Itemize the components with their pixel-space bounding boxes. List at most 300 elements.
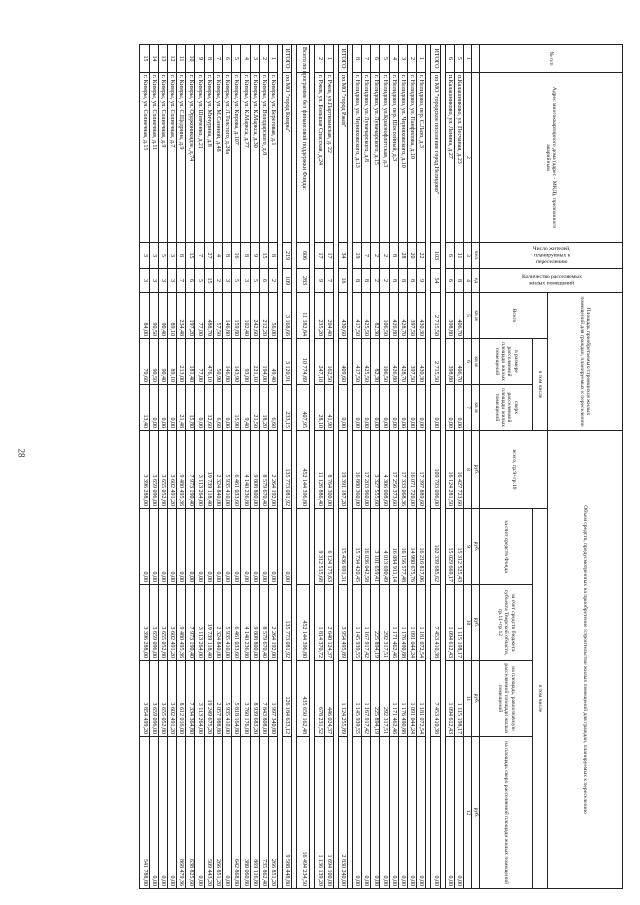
table-row (371, 45, 380, 889)
table-cell: 430,60 (338, 293, 347, 339)
table-cell: 1 091 044,24 (408, 661, 417, 737)
table-cell: 15 734 420,45 (352, 509, 361, 585)
table-cell: по МО "город Кимры" (283, 73, 292, 243)
table-cell: 0,00 (389, 385, 398, 431)
table-cell: 11 (177, 45, 186, 73)
table-cell: 11 182,84 (297, 293, 310, 339)
table-cell: 82,30 (371, 293, 380, 339)
table-cell: 0,00 (362, 385, 371, 431)
table-cell: 0,00 (213, 509, 222, 585)
table-cell: 2 640 124,37 (324, 585, 333, 661)
table-row (167, 45, 176, 889)
table-cell: 8 764 300,00 (324, 431, 333, 509)
table-cell: 2 (259, 45, 268, 73)
table-cell: 19 249 675,20 (204, 661, 213, 737)
table-cell: 7 973 190,40 (186, 431, 195, 509)
spacer-cell (310, 45, 315, 889)
table-cell: 20 (408, 243, 417, 269)
table-cell: 0,00 (454, 737, 463, 889)
table-cell: руб. (472, 431, 480, 509)
table-cell: г. Кимры, ул. Шевченко, д.21 (195, 73, 204, 243)
table-cell: 13,40 (140, 385, 149, 431)
table-cell: 3 113 264,00 (195, 585, 204, 661)
table-cell: 4 140 236,80 (241, 431, 250, 509)
table-cell: 2 324 840,00 (213, 585, 222, 661)
table-cell: 409,60 (338, 339, 347, 385)
table-cell: 2 057 988,80 (213, 661, 222, 737)
table-cell: 8 939 683,20 (250, 661, 259, 737)
header-area-incl: в том числе (533, 339, 548, 431)
spacer-row (310, 45, 315, 889)
table-cell: 162,50 (324, 339, 333, 385)
table-cell: 1 181 072,54 (417, 661, 426, 737)
table-cell: 16 (232, 243, 241, 269)
table-cell: 11 (464, 661, 472, 737)
table-cell: п.Калашниково, ул. Ленина, д.27 (445, 73, 454, 243)
table-cell: руб. (472, 661, 480, 737)
table-row (408, 45, 417, 889)
table-cell: 9 588 448,80 (283, 737, 292, 889)
table-cell: 9 (315, 269, 324, 293)
table-cell: 10 774,89 (297, 339, 310, 385)
table-cell: г. Кимры, ул. Солнечная, д.15 (140, 73, 149, 243)
table-cell: 16 (338, 269, 347, 293)
table-cell: 406,70 (454, 339, 463, 385)
table-cell: 219 (283, 243, 292, 269)
table-cell: 0,00 (195, 737, 204, 889)
spacer-cell (440, 45, 445, 889)
table-cell: 407,95 (297, 385, 310, 431)
table-cell: 103 (431, 243, 440, 269)
table-cell: 8 (398, 269, 407, 293)
table-cell: 8 (223, 243, 232, 269)
table-row (204, 45, 213, 889)
table-cell: 292 317,51 (380, 585, 389, 661)
table-cell: г. Кимры, ул. Солнечная, д.9 (158, 73, 167, 243)
table-cell: 3 101 659,41 (371, 509, 380, 585)
table-cell: г. Кимры, ул. С.Щедрина, д.9 (177, 73, 186, 243)
table-cell (297, 509, 310, 585)
header-no: № п/п (480, 45, 623, 73)
table-cell: 1 997 340,80 (269, 661, 278, 737)
table-body (140, 45, 464, 889)
table-cell: 2 (380, 269, 389, 293)
table-cell: 9 312 515,68 (315, 509, 324, 585)
table-row (362, 45, 371, 889)
table-cell: 3 (149, 269, 158, 293)
table-cell: 7 453 410,38 (431, 661, 440, 737)
table-cell: 22 (417, 243, 426, 269)
spacer-row (426, 45, 431, 889)
table-row (140, 45, 149, 889)
table-cell: 5 (232, 45, 241, 73)
table-cell: 9,40 (241, 385, 250, 431)
table-cell: 7 843 808,00 (259, 661, 268, 737)
table-cell: г. Кимры, ул. Володарского, д.8 (259, 73, 268, 243)
table-cell: 12,60 (204, 385, 213, 431)
header-fund: за счет средств Фонда (480, 509, 533, 585)
table-cell: 7 (362, 45, 371, 73)
table-cell: 18,20 (259, 385, 268, 431)
table-cell: 446 024,37 (324, 661, 333, 737)
table-cell: 398,80 (445, 339, 454, 385)
table-cell: 234,48 (177, 293, 186, 339)
table-cell: 0,00 (362, 737, 371, 889)
table-cell: 6 461 033,60 (232, 431, 241, 509)
table-cell: 3 396 288,00 (140, 585, 149, 661)
table-cell: 50,90 (213, 339, 222, 385)
table-cell: 10 (464, 585, 472, 661)
table-cell: 89,10 (167, 339, 176, 385)
table-cell: 15 (140, 45, 149, 73)
table-cell: г. Нелидово, ул. Луначарского, д.8 (362, 73, 371, 243)
table-cell: 9 808 800,00 (250, 431, 259, 509)
table-cell: 82,30 (371, 339, 380, 385)
table-cell: 41,90 (324, 385, 333, 431)
table-cell: 212,20 (259, 293, 268, 339)
table-cell: 0,00 (431, 385, 440, 431)
table-cell: 0,00 (259, 509, 268, 585)
table-cell: 606 (297, 243, 310, 269)
table-cell: 0,00 (158, 385, 167, 431)
table-cell: 0,00 (338, 385, 347, 431)
table-cell: 102,40 (241, 293, 250, 339)
table-cell: г. Кимры, ул. К.Маркса, д.77 (241, 73, 250, 243)
table-cell: 1 094 612,43 (445, 585, 454, 661)
table-cell: 16 427 723,60 (454, 431, 463, 509)
table-cell: 16 494 234,50 (297, 737, 310, 889)
table-cell: г. Кимры, ул. Мичурина, д.8 (204, 73, 213, 243)
table-cell: 8 579 670,40 (259, 585, 268, 661)
table-cell: 8 612 016,00 (177, 661, 186, 737)
table-cell: 0,00 (454, 385, 463, 431)
table-cell: 13 (158, 45, 167, 73)
table-cell: 16 216 817,06 (417, 509, 426, 585)
table-row (398, 45, 407, 889)
table-cell: 1 124 255,89 (338, 661, 347, 737)
table-cell: 10 (186, 45, 195, 73)
table-cell: 4 306 008,60 (380, 431, 389, 509)
table-cell: 266 851,20 (269, 737, 278, 889)
table-cell: 102 339 685,62 (431, 509, 440, 585)
table-cell: 247,10 (315, 339, 324, 385)
table-cell: 1 145 939,55 (352, 585, 361, 661)
table-cell: г. Ржев, ул.Партизанская, д. 22 (324, 73, 333, 243)
table-row (417, 45, 426, 889)
table-cell: кв м (472, 293, 480, 339)
table-cell: 5 (464, 293, 472, 339)
table-cell: 0,00 (195, 385, 204, 431)
table-row (389, 45, 398, 889)
table-cell: 2 324 840,00 (213, 431, 222, 509)
table-cell: 426,80 (389, 339, 398, 385)
table-cell: 7 (362, 243, 371, 269)
table-cell: 1 171 462,46 (389, 661, 398, 737)
table-cell: 9 480 495,36 (177, 585, 186, 661)
table-cell: 425,50 (362, 293, 371, 339)
table-cell: 8 579 670,40 (259, 431, 268, 509)
table-cell: 638 825,60 (186, 737, 195, 889)
table-cell: 425,50 (362, 339, 371, 385)
header-total-area: Всего (480, 293, 548, 339)
table-cell: 0,00 (371, 737, 380, 889)
table-cell: 28,10 (315, 385, 324, 431)
table-cell: 9 (464, 509, 472, 585)
table-row (213, 45, 222, 889)
table-cell: 16 071 720,00 (408, 431, 417, 509)
table-cell: г. Нелидово, пер. С.Лазо, д.3 (417, 73, 426, 243)
table-cell: 397,50 (408, 339, 417, 385)
table-cell: 1 (464, 45, 472, 73)
table-cell: 15 (186, 243, 195, 269)
header-over-fund: на площадь сверх расселяемой площади жилых помещений (480, 737, 533, 889)
table-cell: 90,50 (149, 293, 158, 339)
table-cell: 2 715,50 (431, 293, 440, 339)
table-cell: 3 655 052,80 (158, 431, 167, 509)
table-cell: 0,00 (167, 509, 176, 585)
table-cell: 221,10 (250, 339, 259, 385)
table-row (232, 45, 241, 889)
table-cell: 428,70 (398, 293, 407, 339)
table-cell: 6 (371, 45, 380, 73)
table-cell: 5 935 410,00 (223, 585, 232, 661)
table-cell: 3 659 096,00 (149, 431, 158, 509)
table-cell: 3 (241, 269, 250, 293)
table-cell: 5 (380, 45, 389, 73)
table-cell: 0,00 (445, 737, 454, 889)
table-cell: 16 124 281,50 (445, 431, 454, 509)
table-cell: 417,50 (352, 293, 361, 339)
table-cell: 5 (454, 45, 463, 73)
table-cell: 8 (389, 269, 398, 293)
table-cell: 181,40 (186, 339, 195, 385)
table-cell: 0,00 (398, 385, 407, 431)
table-cell: 3 (158, 269, 167, 293)
table-cell: г. Кимры, ул. Солнечная, д.7 (167, 73, 176, 243)
table-cell: 0,00 (149, 509, 158, 585)
table-cell: 204,40 (324, 293, 333, 339)
spacer-cell (347, 45, 352, 889)
table-cell: 0,00 (232, 509, 241, 585)
table-cell: 1 145 939,55 (352, 661, 361, 737)
table-cell: 159,80 (232, 293, 241, 339)
table-cell: 17 203 960,00 (362, 431, 371, 509)
table-cell: 6 (464, 339, 472, 385)
table-cell: 0,00 (158, 509, 167, 585)
table-cell: 1 167 917,42 (362, 661, 371, 737)
table-cell: 17 397 889,60 (417, 431, 426, 509)
table-cell: 126 184 633,12 (283, 661, 292, 737)
table-cell: г. Нелидово, ул. Черняховского, д.13 (352, 73, 361, 243)
table-cell: 90,50 (149, 339, 158, 385)
table-cell: 9 480 495,36 (177, 431, 186, 509)
table-cell: 3 113 264,00 (195, 431, 204, 509)
header-residents: Число жителей, планируемых к переселению (480, 243, 623, 269)
table-cell: 6 (223, 45, 232, 73)
table-cell: 1 176 490,88 (398, 585, 407, 661)
table-cell: 428,70 (398, 339, 407, 385)
table-cell: 3 655 052,80 (158, 661, 167, 737)
table-cell: 14 980 675,76 (408, 509, 417, 585)
table-cell: 0,00 (417, 385, 426, 431)
table-cell: руб. (472, 509, 480, 585)
table-cell: 0,00 (269, 509, 278, 585)
total-row (338, 45, 347, 889)
table-row (315, 45, 324, 889)
table-cell: 0,00 (149, 737, 158, 889)
table-cell: 8 (241, 243, 250, 269)
table-cell: 2 (315, 45, 324, 73)
header-funds-group: Объем средств, предусмотренных на приобретение /строительство жилых помещений для граждан, планируемых к переселению (548, 431, 623, 889)
table-cell: ИТОГО (283, 45, 292, 73)
table-cell: 3 (140, 243, 149, 269)
table-cell: 8 (454, 269, 463, 293)
table-cell: 3 (464, 243, 472, 269)
header-funds-total: всего, гр.9+гр.10 (480, 431, 548, 509)
table-row (195, 45, 204, 889)
table-cell: 2 830 240,00 (338, 737, 347, 889)
table-cell: 16 156 577,48 (398, 509, 407, 585)
table-cell: 4 013 690,49 (380, 509, 389, 585)
spacer-cell (278, 45, 283, 889)
table-cell: 0,00 (352, 385, 361, 431)
table-cell: 54 (431, 269, 440, 293)
table-cell: 3 (167, 269, 176, 293)
table-cell: 90,40 (158, 293, 167, 339)
table-cell: г. Нелидово, пер. Шоссейный, д.3 (389, 73, 398, 243)
table-cell: по МО "город Ржев" (338, 73, 347, 243)
page-number: 28 (16, 448, 26, 458)
table-cell: 0,00 (250, 509, 259, 585)
table-cell: г. Нелидово, ул. Панфилова, д.10 (408, 73, 417, 243)
table-cell: 1 171 462,46 (389, 585, 398, 661)
table-cell: 15 (259, 243, 268, 269)
table-cell: 9 808 800,00 (250, 585, 259, 661)
table-cell: 3 602 491,20 (167, 661, 176, 737)
table-cell: 3 655 052,80 (158, 585, 167, 661)
table-cell: 2 (464, 73, 472, 243)
table-cell: 242,60 (250, 293, 259, 339)
table-cell: 16 036 042,58 (362, 509, 371, 585)
table-row (454, 45, 463, 889)
table-row (149, 45, 158, 889)
table-cell: г. Ржев, ул. Большая Спасская, д.24 (315, 73, 324, 243)
table-cell: 15 436 691,31 (338, 509, 347, 585)
table-row (259, 45, 268, 889)
table-cell: 0,00 (417, 737, 426, 889)
table-cell: п.Калашниково, ул. Песчаная, д.23 (454, 73, 463, 243)
table-cell: 28 (398, 243, 407, 269)
table-cell: 7 453 410,38 (431, 585, 440, 661)
table-cell: 3 (149, 243, 158, 269)
table-row (380, 45, 389, 889)
table-cell: 12 (464, 737, 472, 889)
table-cell: 292 317,51 (380, 661, 389, 737)
table-cell: 380 060,80 (241, 737, 250, 889)
table-cell: 7 (464, 385, 472, 431)
table-cell: 4 (241, 45, 250, 73)
table-cell: 15 (204, 269, 213, 293)
table-cell: 1 094 612,43 (445, 661, 454, 737)
table-cell: 0,00 (431, 737, 440, 889)
table-cell: 235,20 (315, 293, 324, 339)
table-cell: 6 461 033,60 (232, 585, 241, 661)
table-cell: 435 650 162,48 (297, 661, 310, 737)
table-cell: 84,00 (140, 293, 149, 339)
spacer-cell (292, 45, 297, 889)
table-cell: 2 264 192,00 (269, 585, 278, 661)
table-cell: 4 140 236,80 (241, 585, 250, 661)
table-cell: 21,50 (250, 385, 259, 431)
table-cell: 0,00 (140, 509, 149, 585)
table-cell: 7 (177, 269, 186, 293)
table-cell: 0,00 (241, 509, 250, 585)
table-cell: 1 115 198,17 (454, 585, 463, 661)
table-cell: 0,00 (380, 737, 389, 889)
total-row (297, 45, 310, 889)
table-cell: 14 (149, 45, 158, 73)
table-cell: 143,90 (232, 339, 241, 385)
table-cell: руб. (472, 737, 480, 889)
table-cell: 1 176 490,88 (398, 661, 407, 737)
table-cell: 56,00 (269, 293, 278, 339)
table-cell: г. Нелидово, ул. Черняховского, д.10 (398, 73, 407, 243)
table-cell: 49,40 (269, 339, 278, 385)
table-cell: 3 113 264,00 (195, 661, 204, 737)
table-cell: 2 (408, 45, 417, 73)
table-cell: 5 (195, 269, 204, 293)
table-cell: 4 (389, 45, 398, 73)
table-cell: ИТОГО (338, 45, 347, 73)
table-cell: 19 739 118,40 (204, 585, 213, 661)
table-cell: ед (472, 269, 480, 293)
table-cell: 135 773 081,92 (283, 431, 292, 509)
table-cell: 5 (250, 269, 259, 293)
table-cell: 6 (186, 269, 195, 293)
table-cell: 1 (324, 45, 333, 73)
table-cell: 225 894,19 (371, 661, 380, 737)
table-cell: 0,00 (408, 385, 417, 431)
table-cell: 16 880 360,00 (352, 431, 361, 509)
table-cell: 869 116,80 (250, 737, 259, 889)
table-cell: 0,00 (389, 737, 398, 889)
table-cell: 5 935 410,00 (223, 431, 232, 509)
table-cell: 34 (338, 243, 347, 269)
table-row (445, 45, 454, 889)
table-cell: 3 760 176,00 (241, 661, 250, 737)
table-cell: 2 (371, 269, 380, 293)
units-row (472, 45, 480, 889)
table-cell: 15,80 (186, 385, 195, 431)
table-cell: 1 181 072,54 (417, 585, 426, 661)
table-cell: 21,48 (177, 385, 186, 431)
table-cell: 397,50 (408, 293, 417, 339)
table-cell: 194,00 (259, 339, 268, 385)
table-cell: 0,00 (158, 737, 167, 889)
table-row (250, 45, 259, 889)
table-cell: 17 (315, 243, 324, 269)
table-cell: 426,80 (389, 293, 398, 339)
table-cell: 3 (398, 45, 407, 73)
table-cell: 3 854 499,20 (140, 661, 149, 737)
table-cell: 9 (195, 45, 204, 73)
table-cell: 19 391 187,20 (338, 431, 347, 509)
table-row (223, 45, 232, 889)
table-cell: 3 659 096,00 (149, 661, 158, 737)
table-cell: 106,50 (380, 339, 389, 385)
table-cell: 7 (195, 243, 204, 269)
table-cell: г. Кимры, ул. Орджоникидзе, д.74 (186, 73, 195, 243)
